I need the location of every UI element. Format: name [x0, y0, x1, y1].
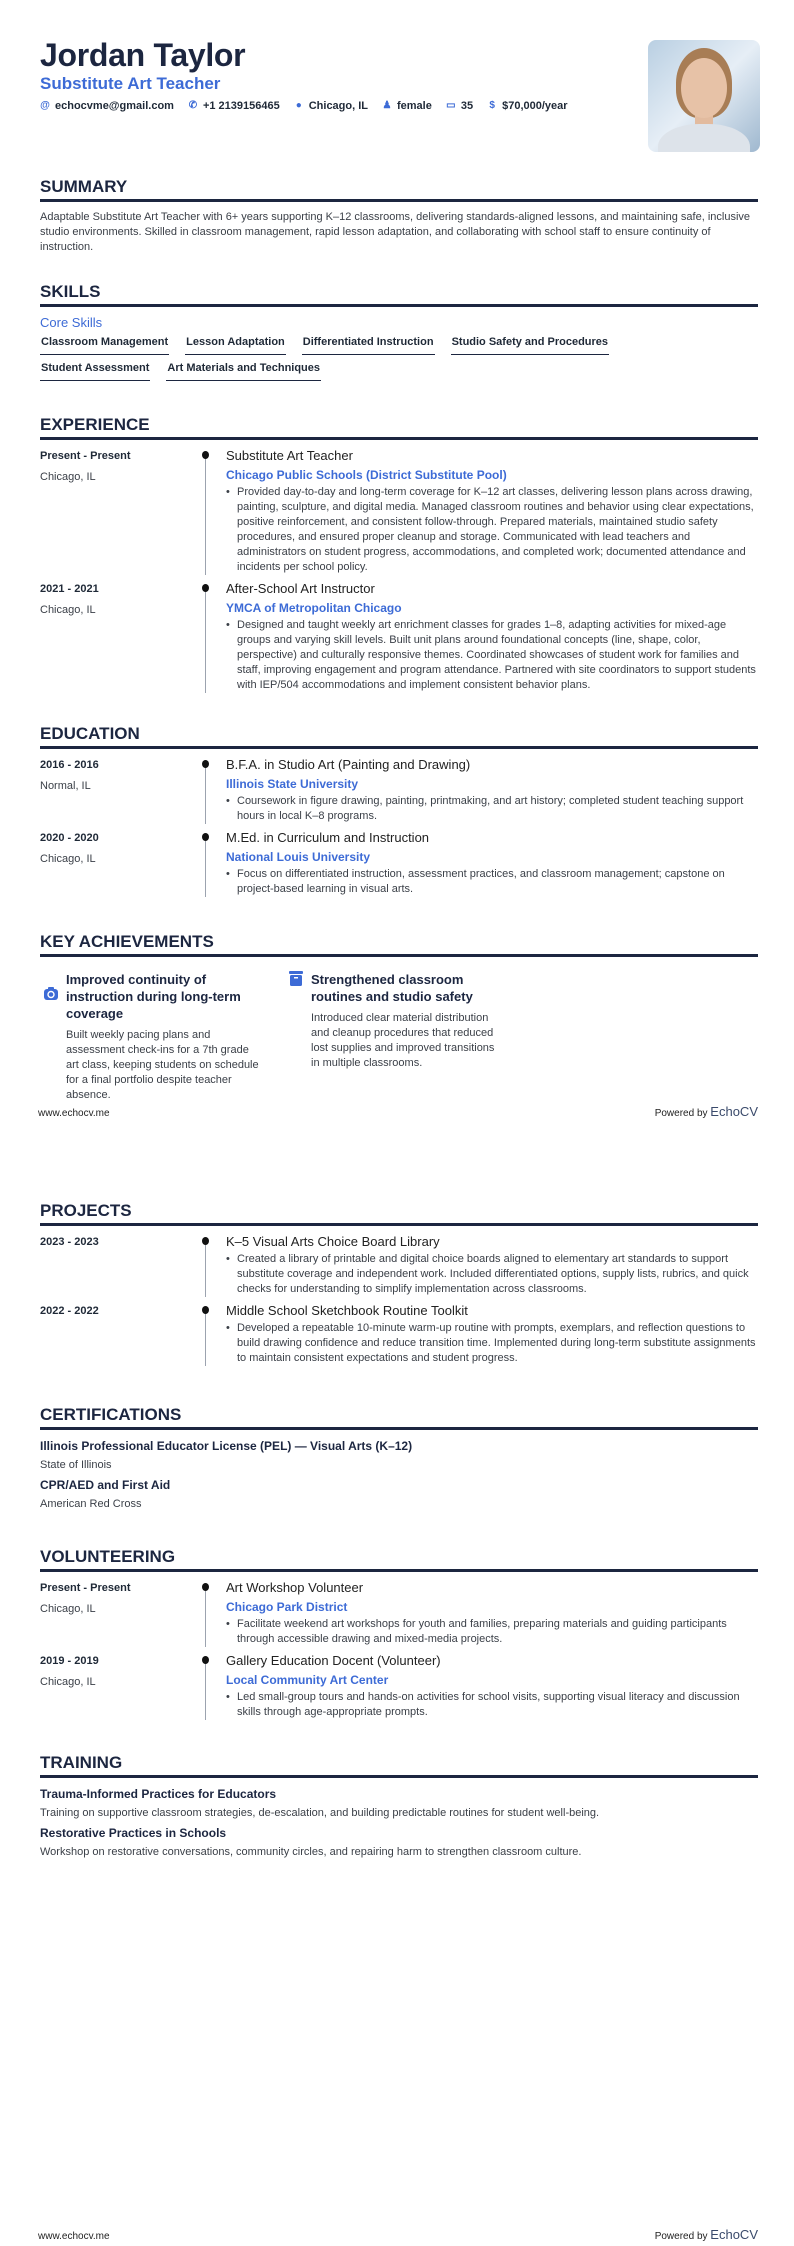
experience-section	[40, 414, 758, 693]
experience-entry	[40, 581, 758, 693]
footer-site-link[interactable]: www.echocv.me	[38, 1108, 110, 1119]
entry-location: Chicago, IL	[40, 471, 96, 483]
phone-icon: ✆	[188, 100, 198, 111]
certification-issuer: State of Illinois	[40, 1459, 112, 1471]
contact-location-text: Chicago, IL	[308, 100, 368, 112]
skill-item: Student Assessment	[40, 360, 150, 381]
entry-title: B.F.A. in Studio Art (Painting and Drawing)	[226, 757, 471, 772]
skill-item: Lesson Adaptation	[185, 334, 286, 355]
entry-title: Gallery Education Docent (Volunteer)	[226, 1653, 441, 1668]
education-entry	[40, 757, 758, 824]
certification-issuer: American Red Cross	[40, 1498, 142, 1510]
skill-item: Differentiated Instruction	[302, 334, 435, 355]
contact-salary	[487, 98, 567, 114]
achievement-title: Strengthened classroom routines and studio safety	[311, 972, 473, 1004]
contact-phone-text: +1 2139156465	[202, 100, 280, 112]
timeline-dot	[202, 1656, 209, 1664]
skills-section	[40, 281, 758, 381]
archive-box-icon	[285, 971, 311, 1103]
entry-title: Middle School Sketchbook Routine Toolkit	[226, 1303, 468, 1318]
section-heading: KEY ACHIEVEMENTS	[40, 931, 758, 957]
footer-powered-by	[655, 2227, 758, 2242]
calendar-icon: ▭	[446, 100, 456, 111]
entry-bullet: • Facilitate weekend art workshops for youth and families, preparing materials and guiding participants through accessible drawing and mixed-media projects.	[226, 1617, 758, 1647]
section-heading: SKILLS	[40, 281, 758, 307]
section-heading: TRAINING	[40, 1752, 758, 1778]
timeline-dot	[202, 451, 209, 459]
entry-date: 2016 - 2016	[40, 759, 99, 771]
education-entry	[40, 830, 758, 897]
dollar-icon: $	[489, 100, 495, 111]
section-heading: CERTIFICATIONS	[40, 1404, 758, 1430]
person-icon: ♟	[382, 100, 392, 111]
certification-title: CPR/AED and First Aid	[40, 1478, 171, 1492]
volunteering-entry	[40, 1580, 758, 1647]
experience-entry	[40, 448, 758, 575]
contact-gender-text: female	[397, 100, 432, 112]
contact-salary-text: $70,000/year	[502, 100, 568, 112]
achievement-title: Improved continuity of instruction during long-term coverage	[66, 972, 241, 1021]
entry-date: Present - Present	[40, 450, 131, 462]
skill-item: Studio Safety and Procedures	[451, 334, 609, 355]
achievement-item	[285, 971, 530, 1103]
powered-by-text: Powered by	[654, 1108, 708, 1119]
skill-item: Classroom Management	[40, 334, 169, 355]
entry-location: Chicago, IL	[40, 604, 96, 616]
powered-by-text: Powered by	[654, 2231, 708, 2242]
footer-powered-by	[655, 1104, 758, 1119]
entry-organization: National Louis University	[226, 850, 371, 864]
entry-title: M.Ed. in Curriculum and Instruction	[226, 830, 430, 845]
entry-title: K–5 Visual Arts Choice Board Library	[226, 1234, 440, 1249]
project-entry	[40, 1234, 758, 1297]
certification-title: Illinois Professional Educator License (PEL) — Visual Arts (K–12)	[40, 1439, 413, 1453]
entry-bullet: • Led small-group tours and hands-on activities for school visits, supporting visual literacy and discussion skills through age-appropriate prompts.	[226, 1690, 758, 1720]
summary-text: Adaptable Substitute Art Teacher with 6+ years supporting K–12 classrooms, delivering standards-aligned lessons, and maintaining safe, inclusive studio environments. Skilled in classroom management, rapid lesson adaptation, and collaborating with school staff to ensure continuity of instruction.	[40, 211, 751, 253]
entry-title: Substitute Art Teacher	[226, 448, 353, 463]
page-footer	[38, 1104, 758, 1119]
summary-section	[40, 176, 758, 255]
contact-age-text: 35	[460, 100, 474, 112]
entry-date: 2023 - 2023	[40, 1236, 99, 1248]
entry-date: 2020 - 2020	[40, 832, 99, 844]
training-title: Trauma-Informed Practices for Educators	[40, 1787, 277, 1801]
contact-email-text: echocvme@gmail.com	[55, 100, 174, 112]
achievement-description: Built weekly pacing plans and assessment check-ins for a 7th grade art class, keeping students on schedule for a final portfolio despite teacher absence.	[66, 1029, 259, 1101]
location-pin-icon: ●	[295, 100, 302, 111]
volunteering-entry	[40, 1653, 758, 1720]
brand-logo: EchoCV	[710, 1104, 758, 1119]
skill-group-title: Core Skills	[40, 315, 103, 330]
achievement-item	[40, 971, 285, 1103]
entry-location: Chicago, IL	[40, 1603, 96, 1615]
entry-organization: YMCA of Metropolitan Chicago	[226, 601, 402, 615]
resume-page-2	[0, 1123, 794, 2246]
camera-icon	[40, 971, 66, 1103]
entry-location: Chicago, IL	[40, 853, 96, 865]
timeline-dot	[202, 833, 209, 841]
at-icon: @	[40, 100, 50, 111]
entry-title: Art Workshop Volunteer	[226, 1580, 364, 1595]
entry-date: 2022 - 2022	[40, 1305, 99, 1317]
entry-date: Present - Present	[40, 1582, 131, 1594]
entry-organization: Chicago Park District	[226, 1600, 348, 1614]
timeline-dot	[202, 1237, 209, 1245]
achievements-section	[40, 931, 758, 1103]
training-description: Workshop on restorative conversations, community circles, and repairing harm to strengthen classroom culture.	[40, 1846, 582, 1858]
timeline-dot	[202, 1583, 209, 1591]
entry-location: Chicago, IL	[40, 1676, 96, 1688]
skill-item: Art Materials and Techniques	[166, 360, 321, 381]
timeline-dot	[202, 584, 209, 592]
section-heading: EDUCATION	[40, 723, 758, 749]
entry-bullet: • Coursework in figure drawing, painting, printmaking, and art history; completed student teaching support hours in local K–8 programs.	[226, 794, 758, 824]
entry-organization: Illinois State University	[226, 777, 359, 791]
training-title: Restorative Practices in Schools	[40, 1826, 227, 1840]
education-section	[40, 723, 758, 897]
contact-phone[interactable]	[188, 98, 280, 114]
entry-organization: Local Community Art Center	[226, 1673, 389, 1687]
contact-age	[446, 98, 473, 114]
entry-date: 2021 - 2021	[40, 583, 99, 595]
training-description: Training on supportive classroom strategies, de-escalation, and building predictable routines for student well-being.	[40, 1807, 600, 1819]
entry-bullet: • Designed and taught weekly art enrichment classes for grades 1–8, adapting activities for mixed-age groups and varying skill levels. Built unit plans around foundational concepts (line, shape, color, perspective) and culturally responsive themes. Coordinated showcases of student work for families and staff, improving engagement and program attendance. Partnered with site coordinators to support students with IEP/504 accommodations and implement consistent behavior plans.	[226, 618, 758, 693]
entry-location: Normal, IL	[40, 780, 91, 792]
achievement-description: Introduced clear material distribution and cleanup procedures that reduced lost supplies and improved transitions in multiple classrooms.	[311, 1012, 495, 1069]
entry-bullet: • Developed a repeatable 10-minute warm-up routine with prompts, exemplars, and reflection questions to build drawing confidence and reduce transition time. Implemented during long-term substitute assignments to maintain consistent expectations and student progress.	[226, 1321, 758, 1366]
section-heading: EXPERIENCE	[40, 414, 758, 440]
page-footer	[38, 2227, 758, 2242]
candidate-name: Jordan Taylor	[40, 37, 246, 73]
entry-bullet: • Created a library of printable and digital choice boards aligned to elementary art standards to support substitute coverage and independent work. Included differentiated options, supply lists, rubrics, and quick checks for understanding to simplify implementation across classrooms.	[226, 1252, 758, 1297]
entry-date: 2019 - 2019	[40, 1655, 99, 1667]
brand-logo: EchoCV	[710, 2227, 758, 2242]
contact-location	[294, 98, 368, 114]
entry-bullet: • Focus on differentiated instruction, assessment practices, and classroom management; capstone on project-based learning in visual arts.	[226, 867, 758, 897]
skill-list	[40, 334, 680, 381]
profile-photo	[648, 40, 760, 152]
section-heading: PROJECTS	[40, 1200, 758, 1226]
timeline-dot	[202, 760, 209, 768]
project-entry	[40, 1303, 758, 1366]
contact-gender	[382, 98, 432, 114]
volunteering-section	[40, 1546, 758, 1720]
training-section	[40, 1752, 758, 1860]
section-heading: SUMMARY	[40, 176, 758, 202]
candidate-title: Substitute Art Teacher	[40, 74, 221, 93]
contact-email[interactable]	[40, 98, 174, 114]
entry-organization: Chicago Public Schools (District Substitute Pool)	[226, 468, 507, 482]
footer-site-link[interactable]: www.echocv.me	[38, 2231, 110, 2242]
certifications-section	[40, 1404, 758, 1512]
timeline-dot	[202, 1306, 209, 1314]
section-heading: VOLUNTEERING	[40, 1546, 758, 1572]
projects-section	[40, 1200, 758, 1366]
entry-title: After-School Art Instructor	[226, 581, 375, 596]
entry-bullet: • Provided day-to-day and long-term coverage for K–12 art classes, delivering lesson plans across drawing, painting, sculpture, and digital media. Managed classroom routines and behavior using clear expectations, positive reinforcement, and consistent follow-through. Prepared materials, maintained studio safety procedures, and ensured proper cleanup and storage. Communicated with lead teachers and administrators on student progress, accommodations, and completed work; documented attendance and incidents per school policy.	[226, 485, 758, 575]
